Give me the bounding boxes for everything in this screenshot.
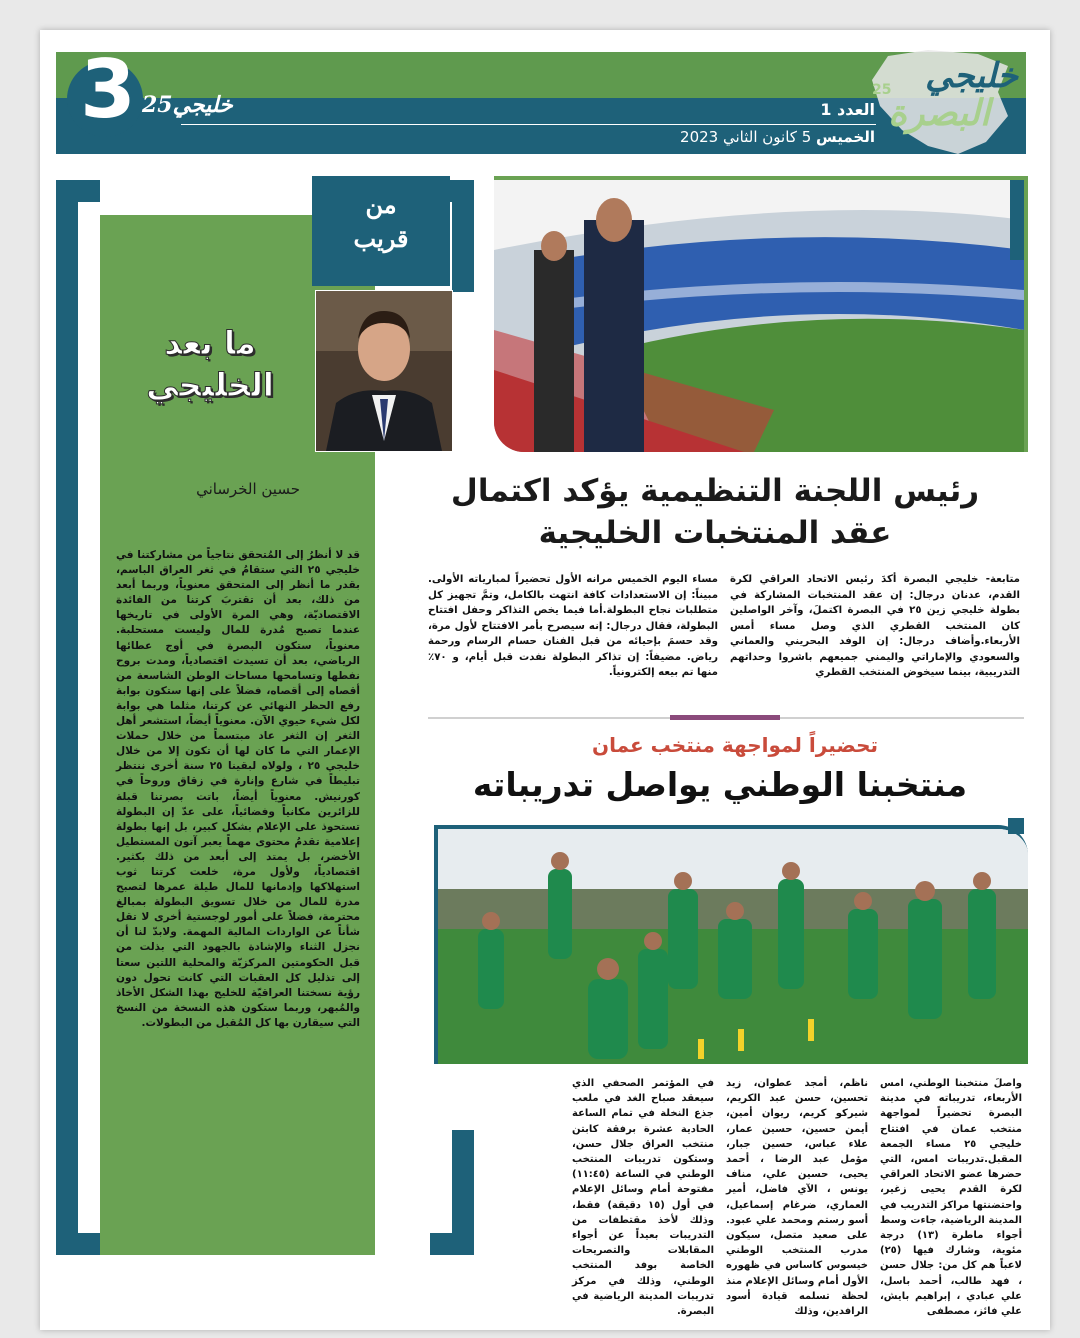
- frame-right-bottom: [430, 1233, 474, 1255]
- article1-body-col2: مساء اليوم الخميس مرانه الأول تحضيراً لمبارياته الأولى. مبيناً: إن الاستعدادات كافة انتهت بالكامل، وتمَّ تجهيز كل متطلبات نجاح البطولة.أما فيما يخص التذاكر وحفل افتتاح البطولة، فقال درجال: إنه سيصرح بأمر الافتتاح لأول مرة، وقد حسمَ بإحيائه من قبل الفنان حسام الرسام ورحمة رياض. مضيفاً: إن تذاكر البطولة نفدت قبل أيام، و ٧٠٪ منها تم بيعه إلكترونياً.: [428, 574, 718, 678]
- article2-body-col3: في المؤتمر الصحفي الذي سيعقد صباح الغد في ملعب جذع النخلة في تمام الساعة الحادية عشرة برفقة كابتن منتخب العراق جلال حسن، وستكون تدريبات المنتخب الوطني في الساعة (١١:٤٥) مفتوحة أمام وسائل الإعلام في أول (١٥ دقيقة) فقط، وذلك لأخذ مقتطفات من التدريبات بعيداً عن أجواء المقابلات والتصريحات الخاصة بوفد المنتخب الوطني، وذلك في مركز تدريبات المدينة الرياضية في البصرة.: [572, 1078, 714, 1318]
- column-title: ما بعد الخليجي: [146, 324, 274, 404]
- section-divider-accent: [670, 715, 780, 720]
- page-number: 3: [80, 43, 136, 136]
- stadium-photo: [494, 176, 1028, 452]
- article1-body-col1: متابعة- خليجي البصرة أكدَ رئيس الاتحاد العراقي لكرة القدم، عدنان درجال: إن عقد المنتخبات المشاركة في بطولة خليجي زين ٢٥ في البصرة اكتملَ، وآخر الواصلين كان المنتخب القطري الذي وصل مساء أمس الأربعاء.وأضاف درجال: إن الوفد البحريني والعماني والسعودي والإماراتي واليمني جميعهم باشروا وحداتهم التدريبية، بينما سيخوض المنتخب القطري: [730, 574, 1020, 678]
- article2-body-col2: ناظم، أمجد عطوان، زيد تحسين، حسن عبد الكريم، شيركو كريم، ريوان أمين، أيمن حسين، حسين عمار، علاء عباس، حسين جبار، مؤمل عبد الرضا ، أحمد يحيى، حسين علي، مناف يونس ، الآي فاضل، أمير العماري، ضرغام إسماعيل، أسو رستم ومحمد علي عبود. على صعيد متصل، سيكون مدرب المنتخب الوطني خيسوس كاساس في ظهوره الأول أمام وسائل الإعلام منذ لحظة تسلمه قيادة أسود الرافدين، وذلك: [726, 1078, 868, 1318]
- article2-kicker: تحضيراً لمواجهة منتخب عمان: [592, 733, 878, 757]
- training-photo: [434, 825, 1028, 1064]
- issue-number: العدد 1: [820, 100, 875, 119]
- issue-date: [600, 128, 875, 146]
- article1-headline-line2: عقد المنتخبات الخليجية: [538, 515, 892, 551]
- frame-left-bar: [56, 180, 78, 1255]
- column-body: قد لا أنظرُ إلى المُتحقق نتاجياً من مشاركتنا في خليجي ٢٥ التي ستقامُ في ثغر العراق الباسم، بقدر ما أنظر إلى المتحقق معنوياً، وربما أبعد من ذلك، بعد أن تقتربَ كرتنا من الفائدة الاقتصاديّة، وهي المرة الأولى في تاريخها عندما تصبح مُدرة للمال وليست مستحلبة. معنوياً، ستكون البصرة في أوج عطائها الرياضي، بعد أن تسيدت اقتصادياً، ومدت بروح نفطها وتسامحها مساحات الوطن الشاسعة من أقصاه إلى أقصاه، فضلاً على إنها ستكون بوابة رفع الحظر النهائي عن كرتنا، مثلما هي بوابة لكل شيء حيوي الآن. معنوياً أيضاً، استشعر أهل الثغر إن الثغر عاد مبتسماً من خلال حملات الإعمار التي ما كان لها أن تكون إلا من خلال خليجي ٢٥ ، ولولاه لبقينا ٢٥ سنة أخرى ننتظر تبليطاً في شارع وإنارة في زقاق وروحاً في كورنيش. معنوياً أيضاً، باتت بصرتنا قبلة للزائرين مكانياً وفضائياً، على عدّ إن البطولة تستحوذ على الإعلام بشكل كبير، بل إنها بطولة إعلامية تقدمُ محتوى مهماً يعبر آتون المستطيل الأخضر، بل يمتد إلى أبعد من ذلك بكثير. اقتصادياً، ولأول مرة، خلعت كرتنا ثوب استهلاكها وإدمانها للمال طيلة عمرها لتصبح مدرة للمال من خلال تسويق البطولة بمبالغ محترمة، فضلاً على أمور لوجستية أخرى لا تقل شأناً عن الواردات المالية المهمة. ولابدّ لنا أن نجزل الثناء والإشادة بالجهود التي بذلت من قبل الحكومتين المركزيّة والمحلية اللتين سعتا إلى تذليل كل العقبات التي كانت تحول دون رؤية نسختنا العراقيّة للخليج بهذا الشكل الأخاذ والمُبهر، وربما ستكون هذه النسخة من النسخ التي سيقارن بها كل المُقبل من البطولات.: [116, 549, 360, 1029]
- frame-left-bottom: [56, 1233, 100, 1255]
- logo-number: 25: [872, 82, 892, 98]
- column-kicker: [312, 176, 450, 286]
- article1-headline: [430, 470, 1000, 554]
- article2-headline: منتخبنا الوطني يواصل تدريباته: [472, 765, 968, 804]
- logo-line2: البصرة: [888, 92, 990, 134]
- frame-left-top: [56, 180, 100, 202]
- brand-small: خليجي25: [142, 92, 233, 118]
- column-kicker-line1: من: [365, 190, 397, 219]
- photo-corner-accent: [1008, 818, 1024, 834]
- author-photo: [315, 290, 453, 452]
- article1-headline-line1: رئيس اللجنة التنظيمية يؤكد اكتمال: [450, 473, 980, 509]
- column-author: حسين الخرساني: [196, 480, 300, 498]
- issue-date-value: 5 كانون الثاني 2023: [680, 128, 812, 146]
- frame-right-bar: [452, 180, 474, 292]
- logo-line1: خليجي: [925, 56, 1018, 96]
- frame-top-right-bar: [1010, 180, 1024, 260]
- article2-body-col1: واصلَ منتخبنا الوطني، امس الأربعاء، تدريباته في مدينة البصرة تحضيراً لمواجهة منتخب عمان في افتتاح خليجي ٢٥ مساء الجمعة المقبل.تدريبات امس، التي حضرها عضو الاتحاد العراقي لكرة القدم يحيى زغير، واحتضنتها مراكز التدريب في المدينة الرياضية، جاءت وسط أجواء ماطرة (١٣) درجة مئوية، وشارك فيها (٢٥) لاعباً هم كل من: جلال حسن ، فهد طالب، أحمد باسل، علي عبادي ، إبراهيم بايش، علي فائز، مصطفى: [880, 1078, 1023, 1318]
- column-kicker-line2: قريب: [353, 224, 409, 253]
- issue-day: الخميس: [816, 128, 875, 146]
